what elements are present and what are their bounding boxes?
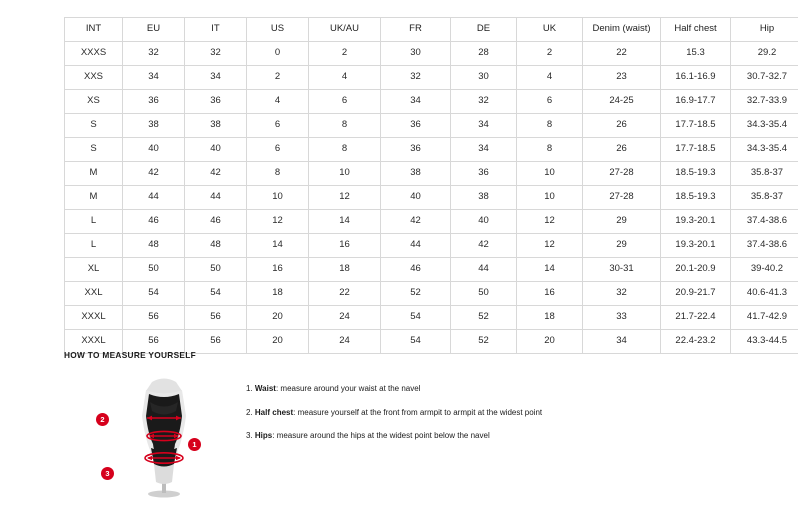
cell-ukau: 6 bbox=[309, 90, 381, 114]
cell-de: 28 bbox=[451, 42, 517, 66]
cell-uk: 8 bbox=[517, 114, 583, 138]
table-row bbox=[65, 234, 798, 258]
cell-ukau: 16 bbox=[309, 234, 381, 258]
cell-uk: 2 bbox=[517, 42, 583, 66]
cell-fr: 34 bbox=[381, 90, 451, 114]
measure-note-hips bbox=[246, 431, 542, 441]
cell-it: 36 bbox=[185, 90, 247, 114]
cell-hip: 29.2 bbox=[731, 42, 798, 66]
column-header-int: INT bbox=[65, 18, 123, 42]
marker-2-half-chest: 2 bbox=[96, 413, 109, 426]
column-header-uk: UK bbox=[517, 18, 583, 42]
cell-hip: 34.3-35.4 bbox=[731, 114, 798, 138]
column-header-ukau: UK/AU bbox=[309, 18, 381, 42]
cell-de: 36 bbox=[451, 162, 517, 186]
column-header-half-chest: Half chest bbox=[661, 18, 731, 42]
column-header-denim-waist: Denim (waist) bbox=[583, 18, 661, 42]
note-term: Half chest bbox=[254, 407, 294, 417]
cell-hip: 30.7-32.7 bbox=[731, 66, 798, 90]
measure-notes bbox=[246, 374, 542, 455]
size-table bbox=[64, 17, 798, 354]
column-header-fr: FR bbox=[381, 18, 451, 42]
cell-denim: 29 bbox=[583, 210, 661, 234]
cell-half-chest: 16.9-17.7 bbox=[661, 90, 731, 114]
cell-uk: 6 bbox=[517, 90, 583, 114]
cell-hip: 43.3-44.5 bbox=[731, 330, 798, 354]
cell-denim: 27-28 bbox=[583, 162, 661, 186]
mannequin-illustration bbox=[104, 374, 224, 499]
cell-hip: 40.6-41.3 bbox=[731, 282, 798, 306]
cell-it: 50 bbox=[185, 258, 247, 282]
table-row bbox=[65, 210, 798, 234]
measure-note-half-chest bbox=[246, 408, 542, 418]
cell-it: 56 bbox=[185, 330, 247, 354]
cell-fr: 42 bbox=[381, 210, 451, 234]
cell-int: XL bbox=[65, 258, 123, 282]
cell-int: XXXL bbox=[65, 330, 123, 354]
cell-us: 4 bbox=[247, 90, 309, 114]
cell-fr: 38 bbox=[381, 162, 451, 186]
cell-de: 52 bbox=[451, 330, 517, 354]
table-row bbox=[65, 186, 798, 210]
how-to-measure-title: HOW TO MEASURE YOURSELF bbox=[64, 350, 196, 360]
cell-hip: 37.4-38.6 bbox=[731, 234, 798, 258]
cell-ukau: 4 bbox=[309, 66, 381, 90]
cell-us: 8 bbox=[247, 162, 309, 186]
cell-eu: 46 bbox=[123, 210, 185, 234]
cell-de: 42 bbox=[451, 234, 517, 258]
cell-fr: 44 bbox=[381, 234, 451, 258]
cell-us: 0 bbox=[247, 42, 309, 66]
cell-us: 10 bbox=[247, 186, 309, 210]
cell-it: 46 bbox=[185, 210, 247, 234]
note-term: Hips bbox=[254, 431, 273, 441]
table-row bbox=[65, 90, 798, 114]
cell-de: 52 bbox=[451, 306, 517, 330]
cell-fr: 36 bbox=[381, 114, 451, 138]
cell-int: XXL bbox=[65, 282, 123, 306]
marker-3-hips: 3 bbox=[101, 467, 114, 480]
cell-ukau: 24 bbox=[309, 330, 381, 354]
cell-int: S bbox=[65, 138, 123, 162]
cell-it: 32 bbox=[185, 42, 247, 66]
cell-de: 44 bbox=[451, 258, 517, 282]
cell-ukau: 8 bbox=[309, 114, 381, 138]
cell-ukau: 14 bbox=[309, 210, 381, 234]
cell-ukau: 2 bbox=[309, 42, 381, 66]
cell-fr: 54 bbox=[381, 330, 451, 354]
cell-us: 16 bbox=[247, 258, 309, 282]
table-row bbox=[65, 282, 798, 306]
cell-hip: 39-40.2 bbox=[731, 258, 798, 282]
cell-us: 14 bbox=[247, 234, 309, 258]
cell-ukau: 8 bbox=[309, 138, 381, 162]
cell-de: 38 bbox=[451, 186, 517, 210]
cell-eu: 56 bbox=[123, 330, 185, 354]
cell-int: L bbox=[65, 210, 123, 234]
column-header-eu: EU bbox=[123, 18, 185, 42]
cell-it: 48 bbox=[185, 234, 247, 258]
cell-eu: 36 bbox=[123, 90, 185, 114]
cell-us: 12 bbox=[247, 210, 309, 234]
cell-eu: 48 bbox=[123, 234, 185, 258]
cell-de: 34 bbox=[451, 138, 517, 162]
cell-half-chest: 18.5-19.3 bbox=[661, 162, 731, 186]
cell-hip: 37.4-38.6 bbox=[731, 210, 798, 234]
cell-half-chest: 19.3-20.1 bbox=[661, 210, 731, 234]
cell-int: XS bbox=[65, 90, 123, 114]
cell-us: 20 bbox=[247, 330, 309, 354]
cell-it: 44 bbox=[185, 186, 247, 210]
note-index: 2. bbox=[246, 407, 253, 417]
how-to-measure-section bbox=[64, 350, 744, 499]
cell-eu: 32 bbox=[123, 42, 185, 66]
cell-ukau: 22 bbox=[309, 282, 381, 306]
cell-de: 50 bbox=[451, 282, 517, 306]
note-text: : measure around your waist at the navel bbox=[275, 384, 421, 393]
cell-hip: 32.7-33.9 bbox=[731, 90, 798, 114]
cell-denim: 26 bbox=[583, 114, 661, 138]
cell-denim: 30-31 bbox=[583, 258, 661, 282]
note-term: Waist bbox=[254, 384, 276, 393]
table-row bbox=[65, 258, 798, 282]
note-index: 1. bbox=[246, 384, 253, 393]
cell-uk: 12 bbox=[517, 234, 583, 258]
table-row bbox=[65, 306, 798, 330]
cell-denim: 23 bbox=[583, 66, 661, 90]
cell-int: XXS bbox=[65, 66, 123, 90]
cell-fr: 36 bbox=[381, 138, 451, 162]
cell-us: 6 bbox=[247, 138, 309, 162]
cell-eu: 40 bbox=[123, 138, 185, 162]
cell-denim: 22 bbox=[583, 42, 661, 66]
cell-us: 6 bbox=[247, 114, 309, 138]
cell-denim: 27-28 bbox=[583, 186, 661, 210]
cell-int: XXXL bbox=[65, 306, 123, 330]
note-index: 3. bbox=[246, 431, 253, 441]
cell-eu: 50 bbox=[123, 258, 185, 282]
cell-uk: 10 bbox=[517, 162, 583, 186]
cell-it: 54 bbox=[185, 282, 247, 306]
table-header-row bbox=[65, 18, 798, 42]
cell-denim: 32 bbox=[583, 282, 661, 306]
table-row bbox=[65, 42, 798, 66]
cell-half-chest: 15.3 bbox=[661, 42, 731, 66]
cell-denim: 34 bbox=[583, 330, 661, 354]
cell-half-chest: 22.4-23.2 bbox=[661, 330, 731, 354]
cell-int: S bbox=[65, 114, 123, 138]
cell-de: 30 bbox=[451, 66, 517, 90]
column-header-it: IT bbox=[185, 18, 247, 42]
cell-fr: 46 bbox=[381, 258, 451, 282]
cell-uk: 4 bbox=[517, 66, 583, 90]
cell-hip: 34.3-35.4 bbox=[731, 138, 798, 162]
how-to-measure-body bbox=[64, 374, 744, 499]
cell-hip: 41.7-42.9 bbox=[731, 306, 798, 330]
cell-half-chest: 17.7-18.5 bbox=[661, 114, 731, 138]
marker-1-waist: 1 bbox=[188, 438, 201, 451]
cell-uk: 16 bbox=[517, 282, 583, 306]
cell-ukau: 12 bbox=[309, 186, 381, 210]
table-row bbox=[65, 138, 798, 162]
cell-fr: 30 bbox=[381, 42, 451, 66]
cell-half-chest: 19.3-20.1 bbox=[661, 234, 731, 258]
cell-it: 56 bbox=[185, 306, 247, 330]
cell-uk: 8 bbox=[517, 138, 583, 162]
cell-it: 34 bbox=[185, 66, 247, 90]
cell-ukau: 10 bbox=[309, 162, 381, 186]
table-row bbox=[65, 114, 798, 138]
note-text: : measure around the hips at the widest point below the navel bbox=[272, 431, 490, 441]
cell-it: 40 bbox=[185, 138, 247, 162]
cell-denim: 29 bbox=[583, 234, 661, 258]
column-header-hip: Hip bbox=[731, 18, 798, 42]
cell-eu: 54 bbox=[123, 282, 185, 306]
measure-note-waist bbox=[246, 384, 542, 394]
cell-it: 38 bbox=[185, 114, 247, 138]
cell-us: 20 bbox=[247, 306, 309, 330]
cell-fr: 54 bbox=[381, 306, 451, 330]
cell-ukau: 18 bbox=[309, 258, 381, 282]
cell-half-chest: 17.7-18.5 bbox=[661, 138, 731, 162]
cell-uk: 10 bbox=[517, 186, 583, 210]
cell-uk: 20 bbox=[517, 330, 583, 354]
cell-fr: 52 bbox=[381, 282, 451, 306]
cell-eu: 56 bbox=[123, 306, 185, 330]
cell-int: M bbox=[65, 162, 123, 186]
cell-hip: 35.8-37 bbox=[731, 162, 798, 186]
table-row bbox=[65, 66, 798, 90]
cell-half-chest: 20.9-21.7 bbox=[661, 282, 731, 306]
cell-fr: 40 bbox=[381, 186, 451, 210]
cell-hip: 35.8-37 bbox=[731, 186, 798, 210]
cell-us: 2 bbox=[247, 66, 309, 90]
cell-uk: 12 bbox=[517, 210, 583, 234]
cell-int: L bbox=[65, 234, 123, 258]
cell-it: 42 bbox=[185, 162, 247, 186]
cell-de: 34 bbox=[451, 114, 517, 138]
size-table-container bbox=[64, 17, 788, 354]
cell-half-chest: 21.7-22.4 bbox=[661, 306, 731, 330]
size-table-body bbox=[65, 42, 798, 354]
cell-denim: 24-25 bbox=[583, 90, 661, 114]
cell-denim: 26 bbox=[583, 138, 661, 162]
cell-fr: 32 bbox=[381, 66, 451, 90]
column-header-de: DE bbox=[451, 18, 517, 42]
cell-eu: 42 bbox=[123, 162, 185, 186]
cell-half-chest: 20.1-20.9 bbox=[661, 258, 731, 282]
note-text: : measure yourself at the front from armpit to armpit at the widest point bbox=[293, 407, 543, 417]
mannequin-figure bbox=[100, 374, 224, 499]
cell-us: 18 bbox=[247, 282, 309, 306]
cell-eu: 34 bbox=[123, 66, 185, 90]
cell-half-chest: 16.1-16.9 bbox=[661, 66, 731, 90]
cell-half-chest: 18.5-19.3 bbox=[661, 186, 731, 210]
cell-ukau: 24 bbox=[309, 306, 381, 330]
cell-uk: 18 bbox=[517, 306, 583, 330]
cell-de: 32 bbox=[451, 90, 517, 114]
column-header-us: US bbox=[247, 18, 309, 42]
cell-de: 40 bbox=[451, 210, 517, 234]
cell-eu: 38 bbox=[123, 114, 185, 138]
cell-int: M bbox=[65, 186, 123, 210]
cell-eu: 44 bbox=[123, 186, 185, 210]
cell-int: XXXS bbox=[65, 42, 123, 66]
cell-denim: 33 bbox=[583, 306, 661, 330]
cell-uk: 14 bbox=[517, 258, 583, 282]
table-row bbox=[65, 162, 798, 186]
